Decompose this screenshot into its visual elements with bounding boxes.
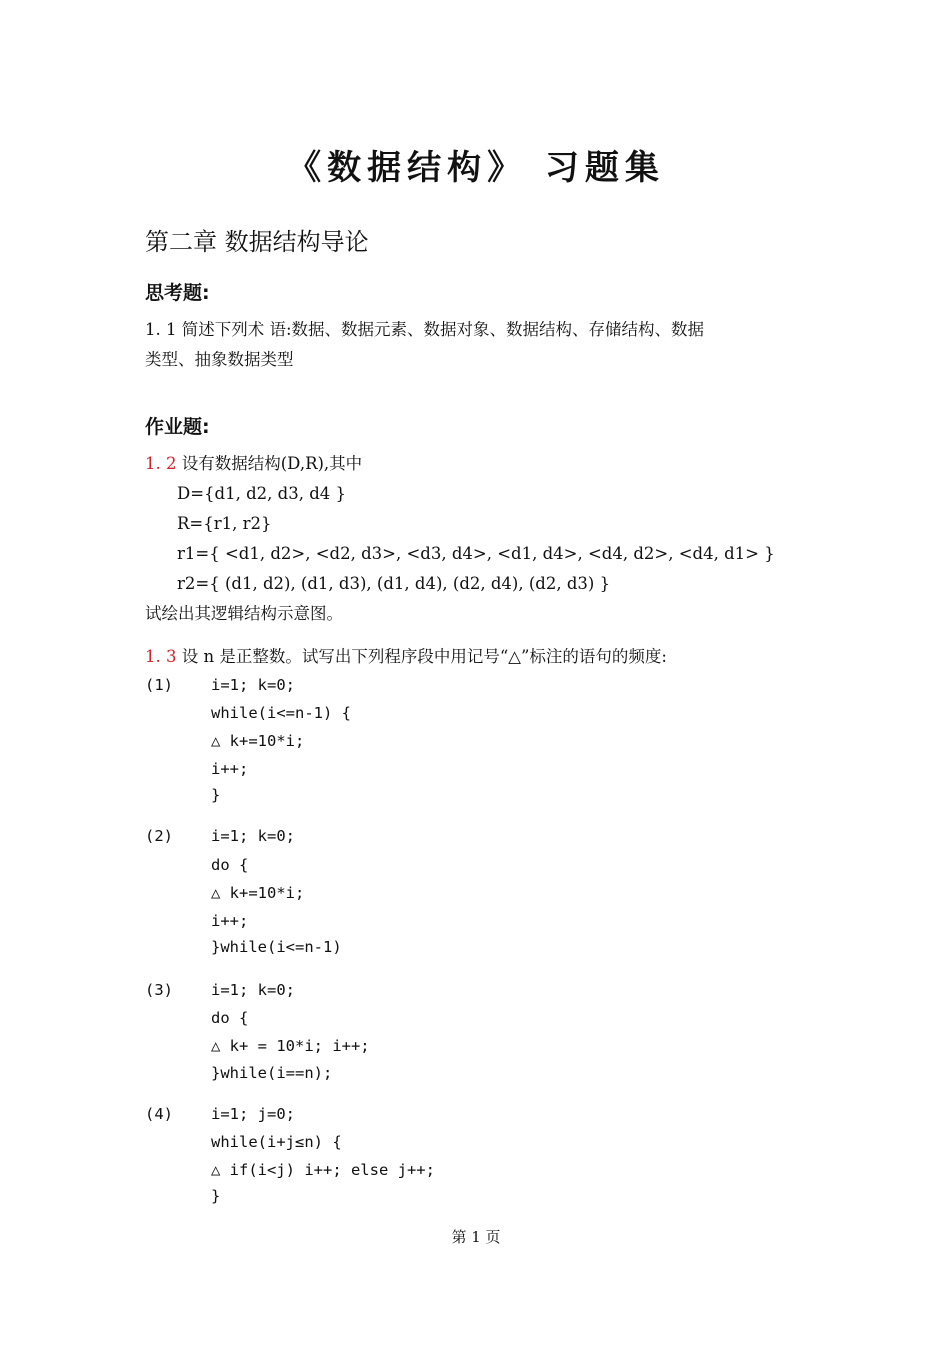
code-line: △ if(i<j) i++; else j++; <box>211 1161 435 1179</box>
question-1-2 <box>145 449 362 479</box>
code-line: } <box>211 786 221 804</box>
question-1-2-ending: 试绘出其逻辑结构示意图。 <box>145 604 343 623</box>
code-line: i++; <box>211 760 249 778</box>
question-number: 1. 2 <box>145 454 177 473</box>
part-label: (3) <box>145 981 173 999</box>
question-text: 设 n 是正整数。试写出下列程序段中用记号“△”标注的语句的频度: <box>176 647 667 666</box>
code-line: i=1; k=0; <box>211 827 295 845</box>
page-number: 第 1 页 <box>451 1228 501 1246</box>
code-line: i=1; j=0; <box>211 1105 295 1123</box>
code-line: } <box>211 1187 221 1205</box>
thinking-heading: 思考题: <box>145 282 210 304</box>
document-title: 《数据结构》 习题集 <box>287 148 665 188</box>
code-line: i++; <box>211 912 249 930</box>
code-line: i=1; k=0; <box>211 981 295 999</box>
set-d: D={d1, d2, d3, d4 } <box>177 484 347 503</box>
chapter-heading: 第二章 数据结构导论 <box>145 228 369 256</box>
code-line: do { <box>211 856 249 874</box>
code-line: △ k+=10*i; <box>211 884 305 902</box>
part-label: (4) <box>145 1105 173 1123</box>
code-line: }while(i==n); <box>211 1064 333 1082</box>
code-line: △ k+ = 10*i; i++; <box>211 1037 370 1055</box>
relation-r2: r2={ (d1, d2), (d1, d3), (d1, d4), (d2, d4), (d2, d3) } <box>177 574 611 593</box>
homework-heading: 作业题: <box>145 416 210 438</box>
question-1-1-line2: 类型、抽象数据类型 <box>145 350 294 369</box>
part-label: (1) <box>145 676 173 694</box>
relation-r1: r1={ <d1, d2>, <d2, d3>, <d3, d4>, <d1, d4>, <d4, d2>, <d4, d1> } <box>177 544 775 563</box>
code-line: while(i<=n-1) { <box>211 704 351 722</box>
part-label: (2) <box>145 827 173 845</box>
code-line: i=1; k=0; <box>211 676 295 694</box>
question-1-3 <box>145 642 667 672</box>
set-r: R={r1, r2} <box>177 514 272 533</box>
question-number: 1. 3 <box>145 647 177 666</box>
code-line: }while(i<=n-1) <box>211 938 342 956</box>
code-line: while(i+j≤n) { <box>211 1133 342 1151</box>
question-text: 设有数据结构(D,R),其中 <box>176 454 363 473</box>
code-line: do { <box>211 1009 249 1027</box>
code-line: △ k+=10*i; <box>211 732 305 750</box>
question-1-1-line1: 1. 1 简述下列术 语:数据、数据元素、数据对象、数据结构、存储结构、数据 <box>145 320 705 339</box>
